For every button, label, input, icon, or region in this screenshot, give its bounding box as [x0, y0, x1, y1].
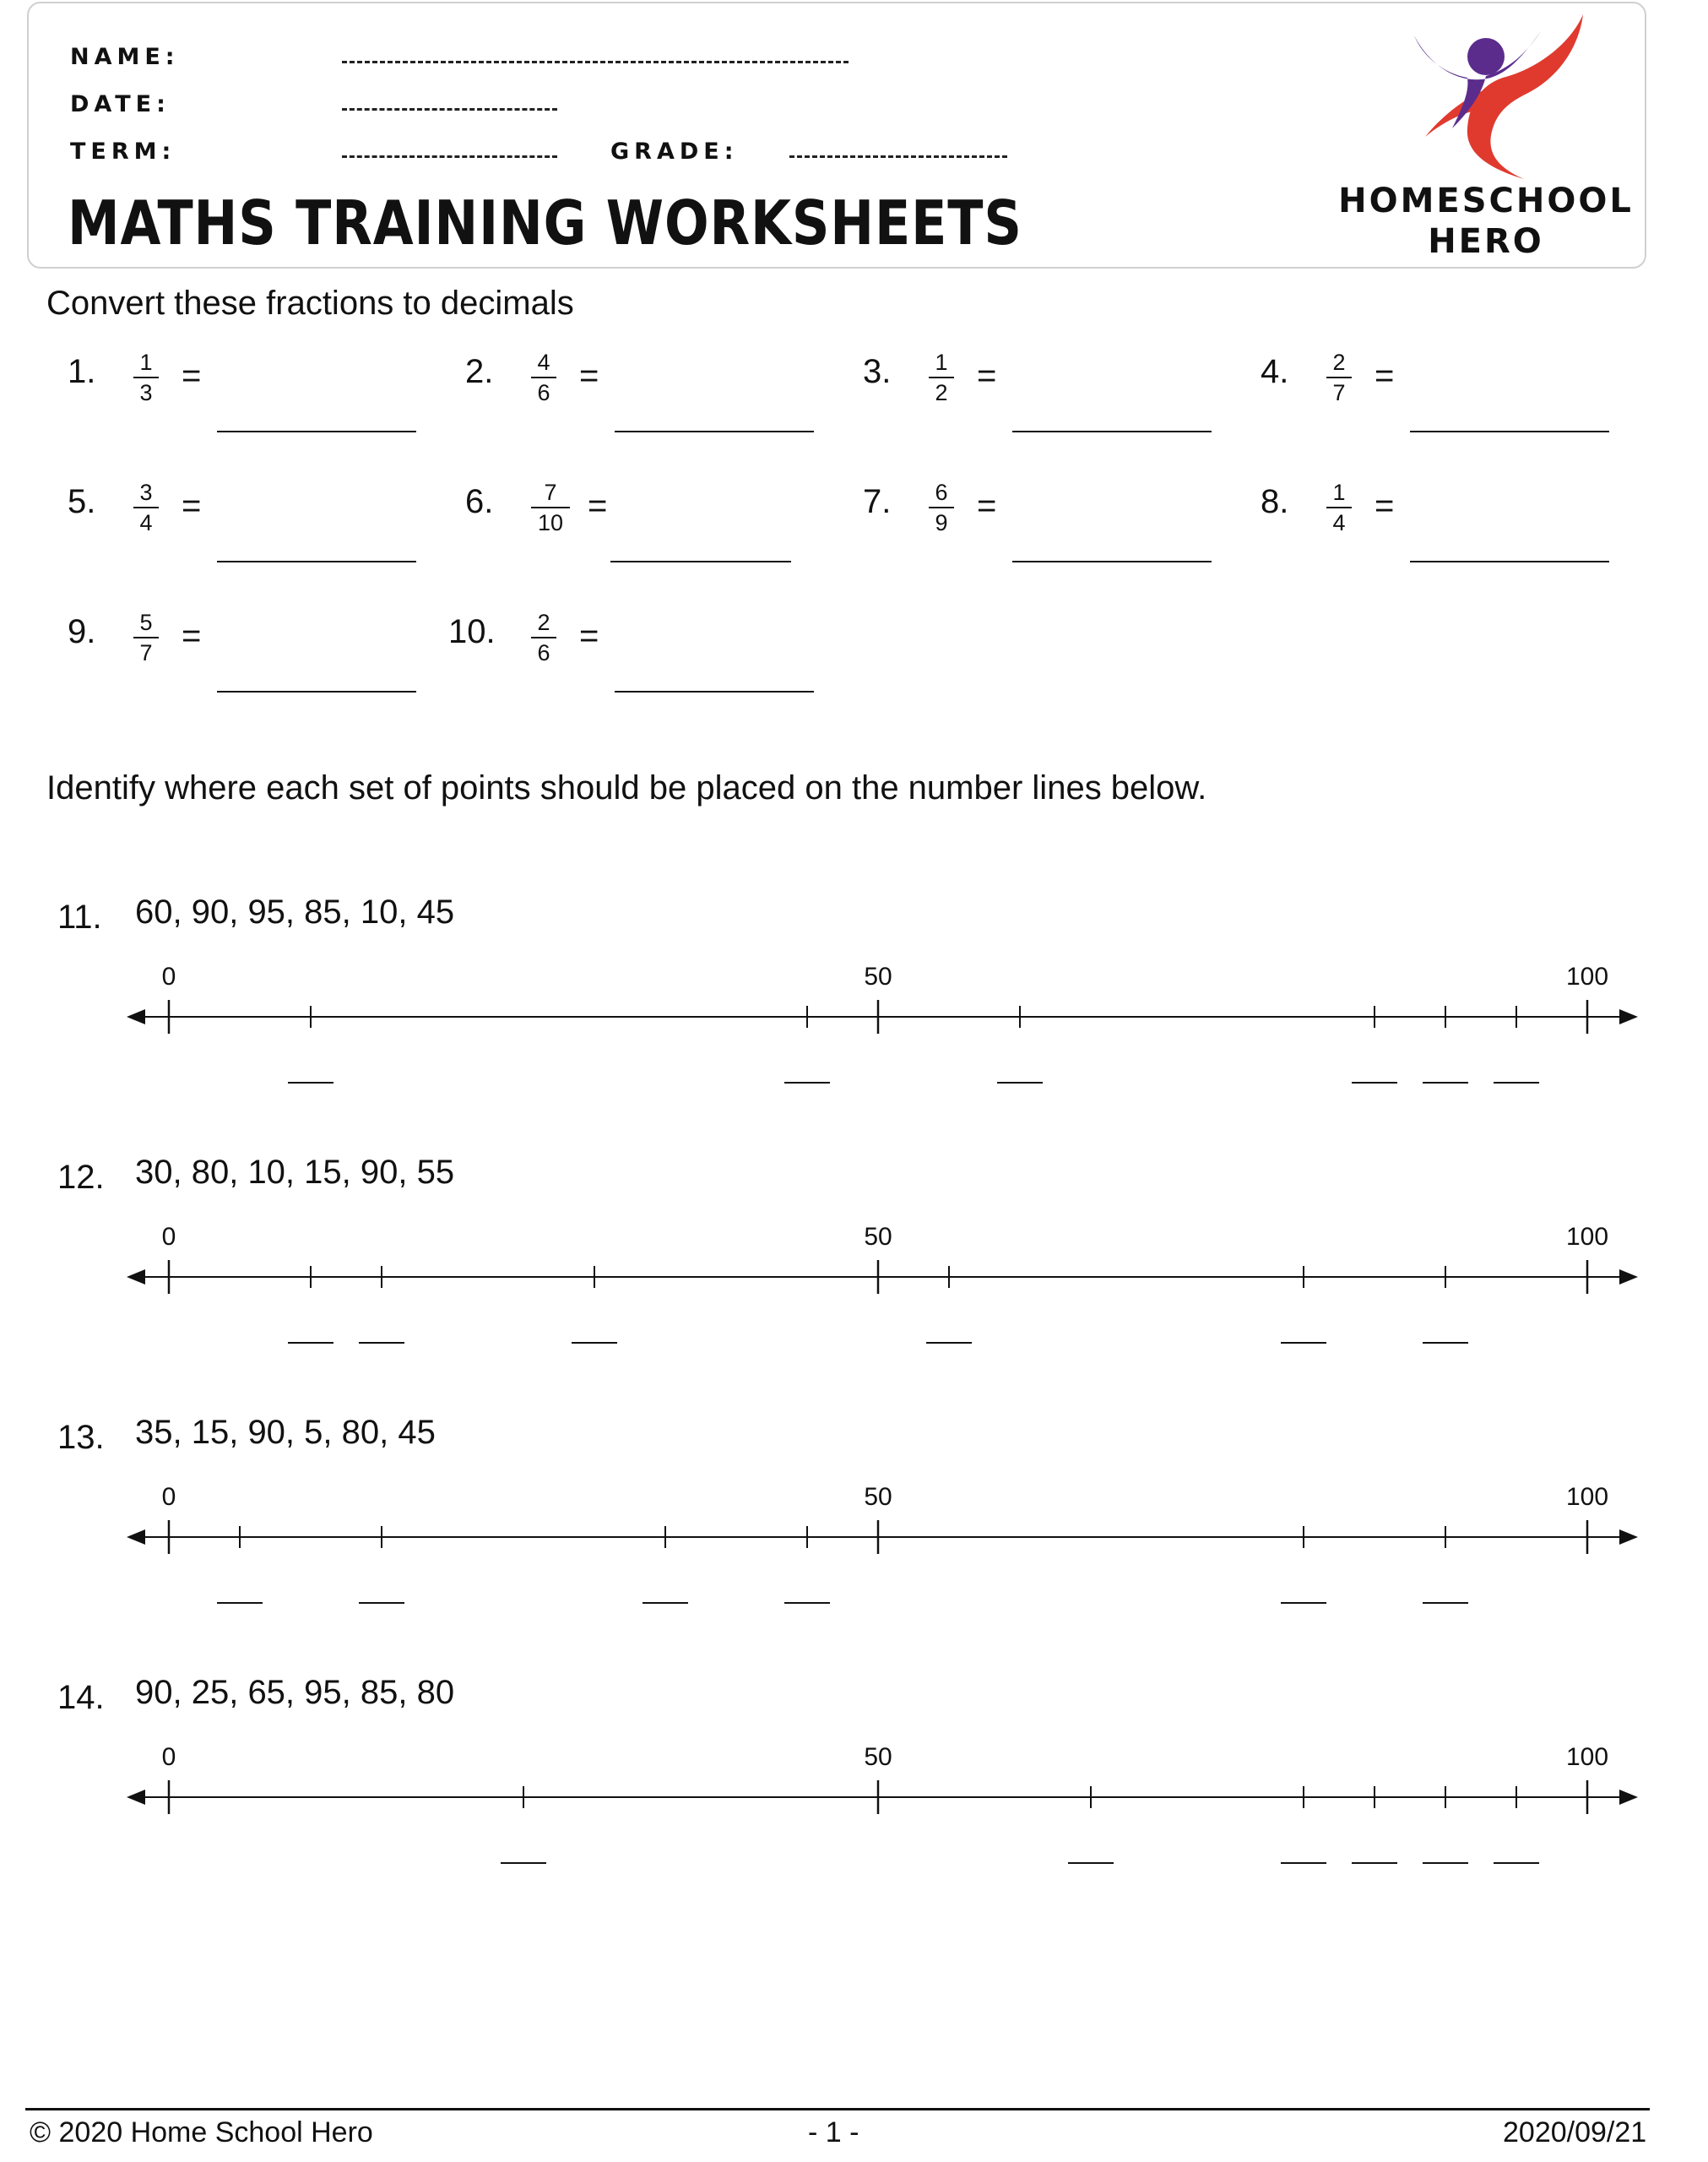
footer-date: 2020/09/21 [1503, 2116, 1647, 2148]
fraction-bar [1326, 507, 1352, 508]
denominator: 10 [537, 510, 564, 535]
number-line [127, 1483, 1638, 1605]
fraction-bar [1326, 377, 1352, 378]
answer-blank[interactable] [1012, 431, 1212, 432]
question-number: 4. [1261, 353, 1289, 390]
brand-line-2: HERO [1428, 222, 1544, 261]
worksheet-title: MATHS TRAINING WORKSHEETS [68, 187, 1022, 258]
footer-page-number: - 1 - [808, 2116, 859, 2148]
left-arrow-icon [127, 1009, 145, 1024]
denominator: 4 [1332, 510, 1346, 535]
number-line [127, 963, 1638, 1084]
fraction [929, 350, 954, 405]
left-arrow-icon [127, 1790, 145, 1805]
numerator: 1 [139, 350, 153, 375]
fraction [531, 610, 556, 665]
term-blank [342, 155, 557, 158]
fraction-instruction: Convert these fractions to decimals [46, 285, 574, 322]
numberline-question-label [57, 1674, 648, 1725]
question-number: 7. [863, 483, 892, 520]
right-arrow-icon [1619, 1269, 1638, 1285]
tick-label: 50 [864, 1483, 892, 1511]
name-label: NAME: [70, 44, 180, 70]
answer-blank[interactable] [610, 561, 791, 562]
numberline-question-label [57, 1154, 648, 1204]
question-number: 12. [57, 1159, 105, 1196]
numerator: 1 [1332, 480, 1346, 505]
numerator: 2 [1332, 350, 1346, 375]
grade-label: GRADE: [610, 139, 739, 165]
equals-sign: = [588, 487, 608, 524]
denominator: 6 [537, 380, 550, 405]
term-label: TERM: [70, 139, 176, 165]
equals-sign: = [579, 357, 599, 394]
denominator: 7 [139, 640, 153, 665]
fraction [929, 480, 954, 535]
tick-label: 100 [1565, 1223, 1609, 1251]
equals-sign: = [579, 617, 599, 655]
question-number: 11. [57, 899, 102, 936]
footer-copyright: © 2020 Home School Hero [30, 2116, 373, 2148]
number-line-graphic [127, 1483, 1638, 1605]
question-number: 9. [68, 613, 96, 650]
grade-blank [789, 155, 1007, 158]
question-number: 14. [57, 1679, 105, 1716]
equals-sign: = [1375, 357, 1395, 394]
fraction [1326, 350, 1352, 405]
number-line-graphic [127, 963, 1638, 1084]
fraction [531, 350, 556, 405]
number-line-graphic [127, 1223, 1638, 1344]
right-arrow-icon [1619, 1009, 1638, 1024]
denominator: 7 [1332, 380, 1346, 405]
number-line [127, 1223, 1638, 1344]
tick-label: 50 [864, 1223, 892, 1251]
answer-blank[interactable] [217, 691, 416, 693]
point-values: 90, 25, 65, 95, 85, 80 [135, 1674, 455, 1711]
denominator: 9 [935, 510, 948, 535]
numberline-instruction: Identify where each set of points should be placed on the number lines below. [46, 769, 1207, 807]
tick-label: 100 [1565, 963, 1609, 991]
tick-label: 50 [864, 1743, 892, 1771]
fraction [133, 480, 159, 535]
answer-blank[interactable] [217, 431, 416, 432]
tick-label: 0 [161, 1223, 176, 1251]
tick-label: 0 [161, 963, 176, 991]
left-arrow-icon [127, 1269, 145, 1285]
brand-name [1317, 181, 1655, 262]
tick-label: 50 [864, 963, 892, 991]
question-number: 13. [57, 1419, 105, 1456]
left-arrow-icon [127, 1529, 145, 1545]
fraction [133, 350, 159, 405]
homeschool-hero-logo-icon [1402, 10, 1596, 179]
denominator: 2 [935, 380, 948, 405]
tick-label: 100 [1565, 1483, 1609, 1511]
fraction [133, 610, 159, 665]
question-number: 1. [68, 353, 96, 390]
right-arrow-icon [1619, 1790, 1638, 1805]
fraction-bar [929, 377, 954, 378]
denominator: 3 [139, 380, 153, 405]
question-number: 5. [68, 483, 96, 520]
point-values: 30, 80, 10, 15, 90, 55 [135, 1154, 455, 1191]
denominator: 4 [139, 510, 153, 535]
answer-blank[interactable] [615, 691, 814, 693]
name-blank [342, 61, 849, 63]
numerator: 6 [935, 480, 948, 505]
numerator: 2 [537, 610, 550, 635]
date-label: DATE: [70, 91, 171, 117]
equals-sign: = [182, 617, 202, 655]
fraction-bar [531, 377, 556, 378]
fraction [1326, 480, 1352, 535]
numberline-question-label [57, 1414, 648, 1464]
fraction-bar [133, 637, 159, 638]
equals-sign: = [182, 487, 202, 524]
question-number: 10. [448, 613, 496, 650]
answer-blank[interactable] [615, 431, 814, 432]
fraction-bar [531, 507, 570, 508]
brand-line-1: HOMESCHOOL [1338, 182, 1634, 220]
number-line [127, 1743, 1638, 1865]
equals-sign: = [182, 357, 202, 394]
question-number: 6. [465, 483, 494, 520]
tick-label: 0 [161, 1483, 176, 1511]
numerator: 4 [537, 350, 550, 375]
numerator: 1 [935, 350, 948, 375]
numerator: 5 [139, 610, 153, 635]
answer-blank[interactable] [1410, 431, 1609, 432]
question-number: 8. [1261, 483, 1289, 520]
tick-label: 0 [161, 1743, 176, 1771]
fraction-bar [531, 637, 556, 638]
question-number: 3. [863, 353, 892, 390]
answer-blank[interactable] [1410, 561, 1609, 562]
question-number: 2. [465, 353, 494, 390]
equals-sign: = [977, 487, 997, 524]
tick-label: 100 [1565, 1743, 1609, 1771]
point-values: 60, 90, 95, 85, 10, 45 [135, 894, 455, 931]
numberline-question-label [57, 894, 648, 944]
numerator: 7 [544, 480, 557, 505]
equals-sign: = [977, 357, 997, 394]
fraction-bar [133, 377, 159, 378]
number-line-graphic [127, 1743, 1638, 1865]
right-arrow-icon [1619, 1529, 1638, 1545]
denominator: 6 [537, 640, 550, 665]
point-values: 35, 15, 90, 5, 80, 45 [135, 1414, 436, 1451]
answer-blank[interactable] [217, 561, 416, 562]
equals-sign: = [1375, 487, 1395, 524]
answer-blank[interactable] [1012, 561, 1212, 562]
numerator: 3 [139, 480, 153, 505]
footer-divider [25, 2108, 1650, 2110]
date-blank [342, 108, 557, 111]
fraction-bar [133, 507, 159, 508]
fraction [531, 480, 570, 535]
fraction-bar [929, 507, 954, 508]
